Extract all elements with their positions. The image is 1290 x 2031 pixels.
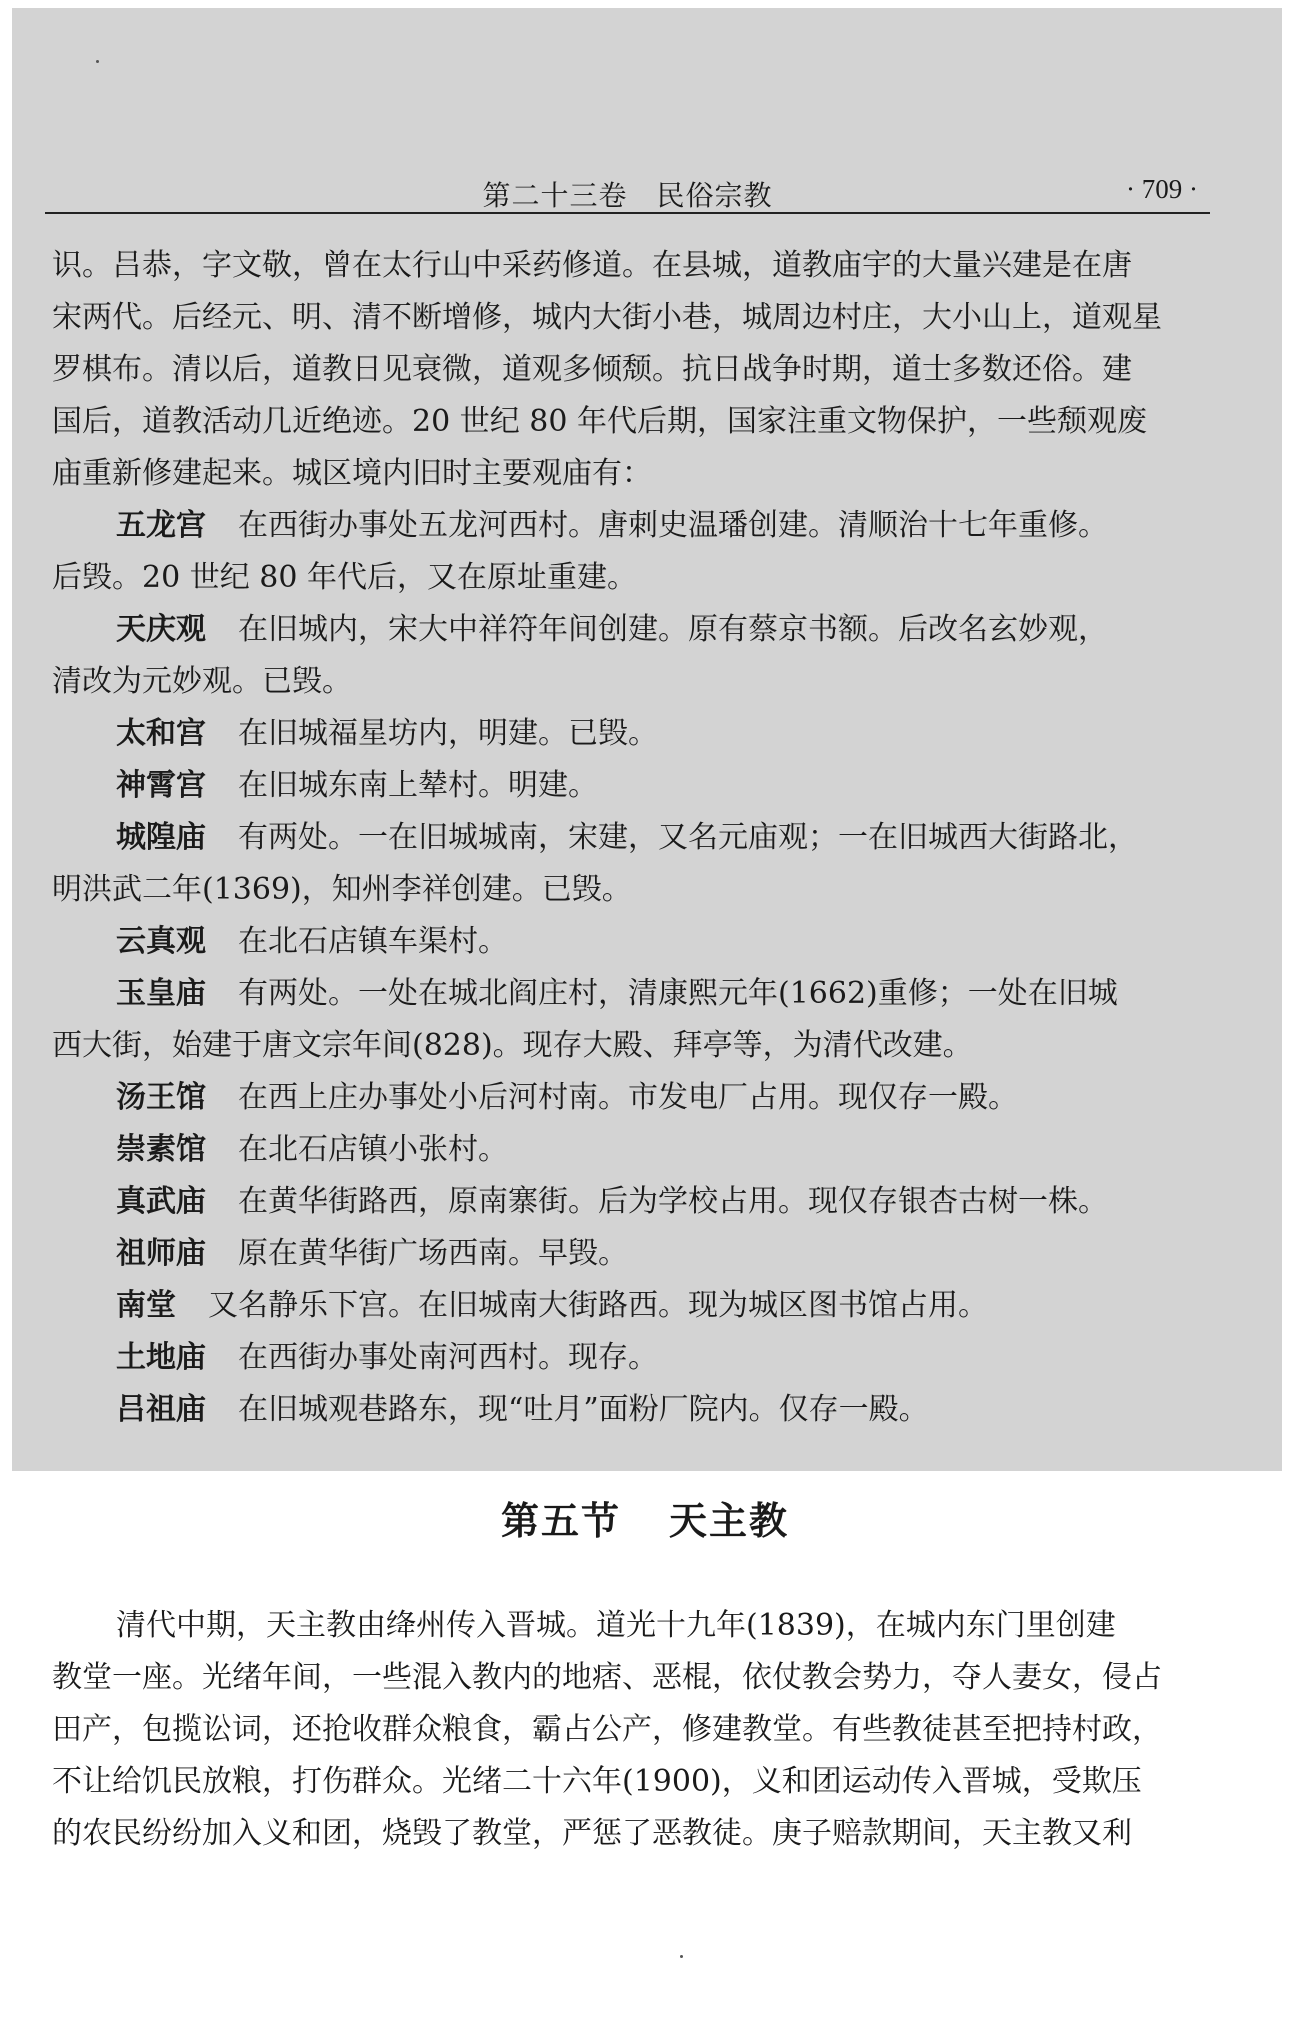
temple-description-continued: 清改为元妙观。已毁。: [52, 664, 352, 699]
temple-entry: [52, 1384, 1212, 1436]
temple-entry: [52, 1228, 1212, 1280]
gray-body-text: [52, 240, 1212, 1436]
temple-entry: [52, 1176, 1212, 1228]
temple-name: 云真观: [116, 924, 206, 959]
temple-description: 在旧城东南上辇村。明建。: [238, 768, 598, 803]
temple-name: 土地庙: [116, 1340, 206, 1375]
text-line: 识。吕恭，字文敬，曾在太行山中采药修道。在县城，道教庙宇的大量兴建是在唐: [52, 248, 1132, 283]
temple-description: 在旧城福星坊内，明建。已毁。: [238, 716, 658, 751]
temple-name: 南堂: [116, 1288, 176, 1323]
text-line: 的农民纷纷加入义和团，烧毁了教堂，严惩了恶教徒。庚子赔款期间，天主教又利: [52, 1816, 1132, 1851]
temple-entry: [52, 1124, 1212, 1176]
temple-description: 在旧城内，宋大中祥符年间创建。原有蔡京书额。后改名玄妙观，: [238, 612, 1108, 647]
section-title: 天主教: [669, 1499, 790, 1543]
temple-entry: [52, 1332, 1212, 1384]
temple-entry: [52, 760, 1212, 812]
temple-entry: [52, 968, 1212, 1020]
temple-name: 城隍庙: [116, 820, 206, 855]
temple-entry: [52, 1280, 1212, 1332]
temple-description-continued: 西大街，始建于唐文宗年间(828)。现存大殿、拜亭等，为清代改建。: [52, 1028, 973, 1063]
intro-paragraph: [52, 240, 1212, 500]
temple-entry-list: [52, 500, 1212, 1436]
temple-name: 真武庙: [116, 1184, 206, 1219]
temple-entry: [52, 916, 1212, 968]
section-number: 第五节: [500, 1499, 621, 1543]
text-line: 罗棋布。清以后，道教日见衰微，道观多倾颓。抗日战争时期，道士多数还俗。建: [52, 352, 1132, 387]
temple-description: 又名静乐下宫。在旧城南大街路西。现为城区图书馆占用。: [208, 1288, 988, 1323]
text-line: 清代中期，天主教由绛州传入晋城。道光十九年(1839)，在城内东门里创建: [116, 1608, 1116, 1643]
temple-description: 在北石店镇小张村。: [238, 1132, 508, 1167]
text-line: 国后，道教活动几近绝迹。20 世纪 80 年代后期，国家注重文物保护，一些颓观废: [52, 404, 1147, 439]
temple-description: 在西上庄办事处小后河村南。市发电厂占用。现仅存一殿。: [238, 1080, 1018, 1115]
section-heading: [0, 1490, 1290, 1545]
temple-name: 玉皇庙: [116, 976, 206, 1011]
temple-name: 汤王馆: [116, 1080, 206, 1115]
temple-description: 有两处。一处在城北阎庄村，清康熙元年(1662)重修；一处在旧城: [238, 976, 1118, 1011]
temple-description: 在西街办事处南河西村。现存。: [238, 1340, 658, 1375]
temple-description: 有两处。一在旧城城南，宋建，又名元庙观；一在旧城西大街路北，: [238, 820, 1138, 855]
scan-speck: [680, 1955, 683, 1958]
temple-name: 吕祖庙: [116, 1392, 206, 1427]
temple-description: 原在黄华街广场西南。早毁。: [238, 1236, 628, 1271]
temple-name: 神霄宫: [116, 768, 206, 803]
temple-entry: [52, 1072, 1212, 1124]
scan-speck: [96, 60, 99, 63]
temple-description-continued: 后毁。20 世纪 80 年代后，又在原址重建。: [52, 560, 637, 595]
temple-entry: [52, 500, 1212, 552]
temple-description: 在西街办事处五龙河西村。唐刺史温璠创建。清顺治十七年重修。: [238, 508, 1108, 543]
text-line: 庙重新修建起来。城区境内旧时主要观庙有：: [52, 456, 652, 491]
temple-entry: [52, 812, 1212, 864]
temple-name: 五龙宫: [116, 508, 206, 543]
catholic-paragraph: [52, 1600, 1212, 1860]
temple-name: 祖师庙: [116, 1236, 206, 1271]
temple-entry: [52, 708, 1212, 760]
running-title: 第二十三卷 民俗宗教: [482, 179, 773, 212]
text-line: 教堂一座。光绪年间，一些混入教内的地痞、恶棍，依仗教会势力，夺人妻女，侵占: [52, 1660, 1162, 1695]
temple-description: 在黄华街路西，原南寨街。后为学校占用。现仅存银杏古树一株。: [238, 1184, 1108, 1219]
text-line: 田产，包揽讼词，还抢收群众粮食，霸占公产，修建教堂。有些教徒甚至把持村政，: [52, 1712, 1162, 1747]
temple-name: 太和宫: [116, 716, 206, 751]
page-number: · 709 ·: [1126, 174, 1198, 204]
text-line: 不让给饥民放粮，打伤群众。光绪二十六年(1900)，义和团运动传入晋城，受欺压: [52, 1764, 1142, 1799]
temple-name: 天庆观: [116, 612, 206, 647]
temple-entry: [52, 604, 1212, 656]
temple-description: 在旧城观巷路东，现“吐月”面粉厂院内。仅存一殿。: [238, 1392, 929, 1427]
temple-description-continued: 明洪武二年(1369)，知州李祥创建。已毁。: [52, 872, 632, 907]
page-header: [45, 168, 1210, 214]
temple-description: 在北石店镇车渠村。: [238, 924, 508, 959]
text-line: 宋两代。后经元、明、清不断增修，城内大街小巷，城周边村庄，大小山上，道观星: [52, 300, 1162, 335]
temple-name: 崇素馆: [116, 1132, 206, 1167]
